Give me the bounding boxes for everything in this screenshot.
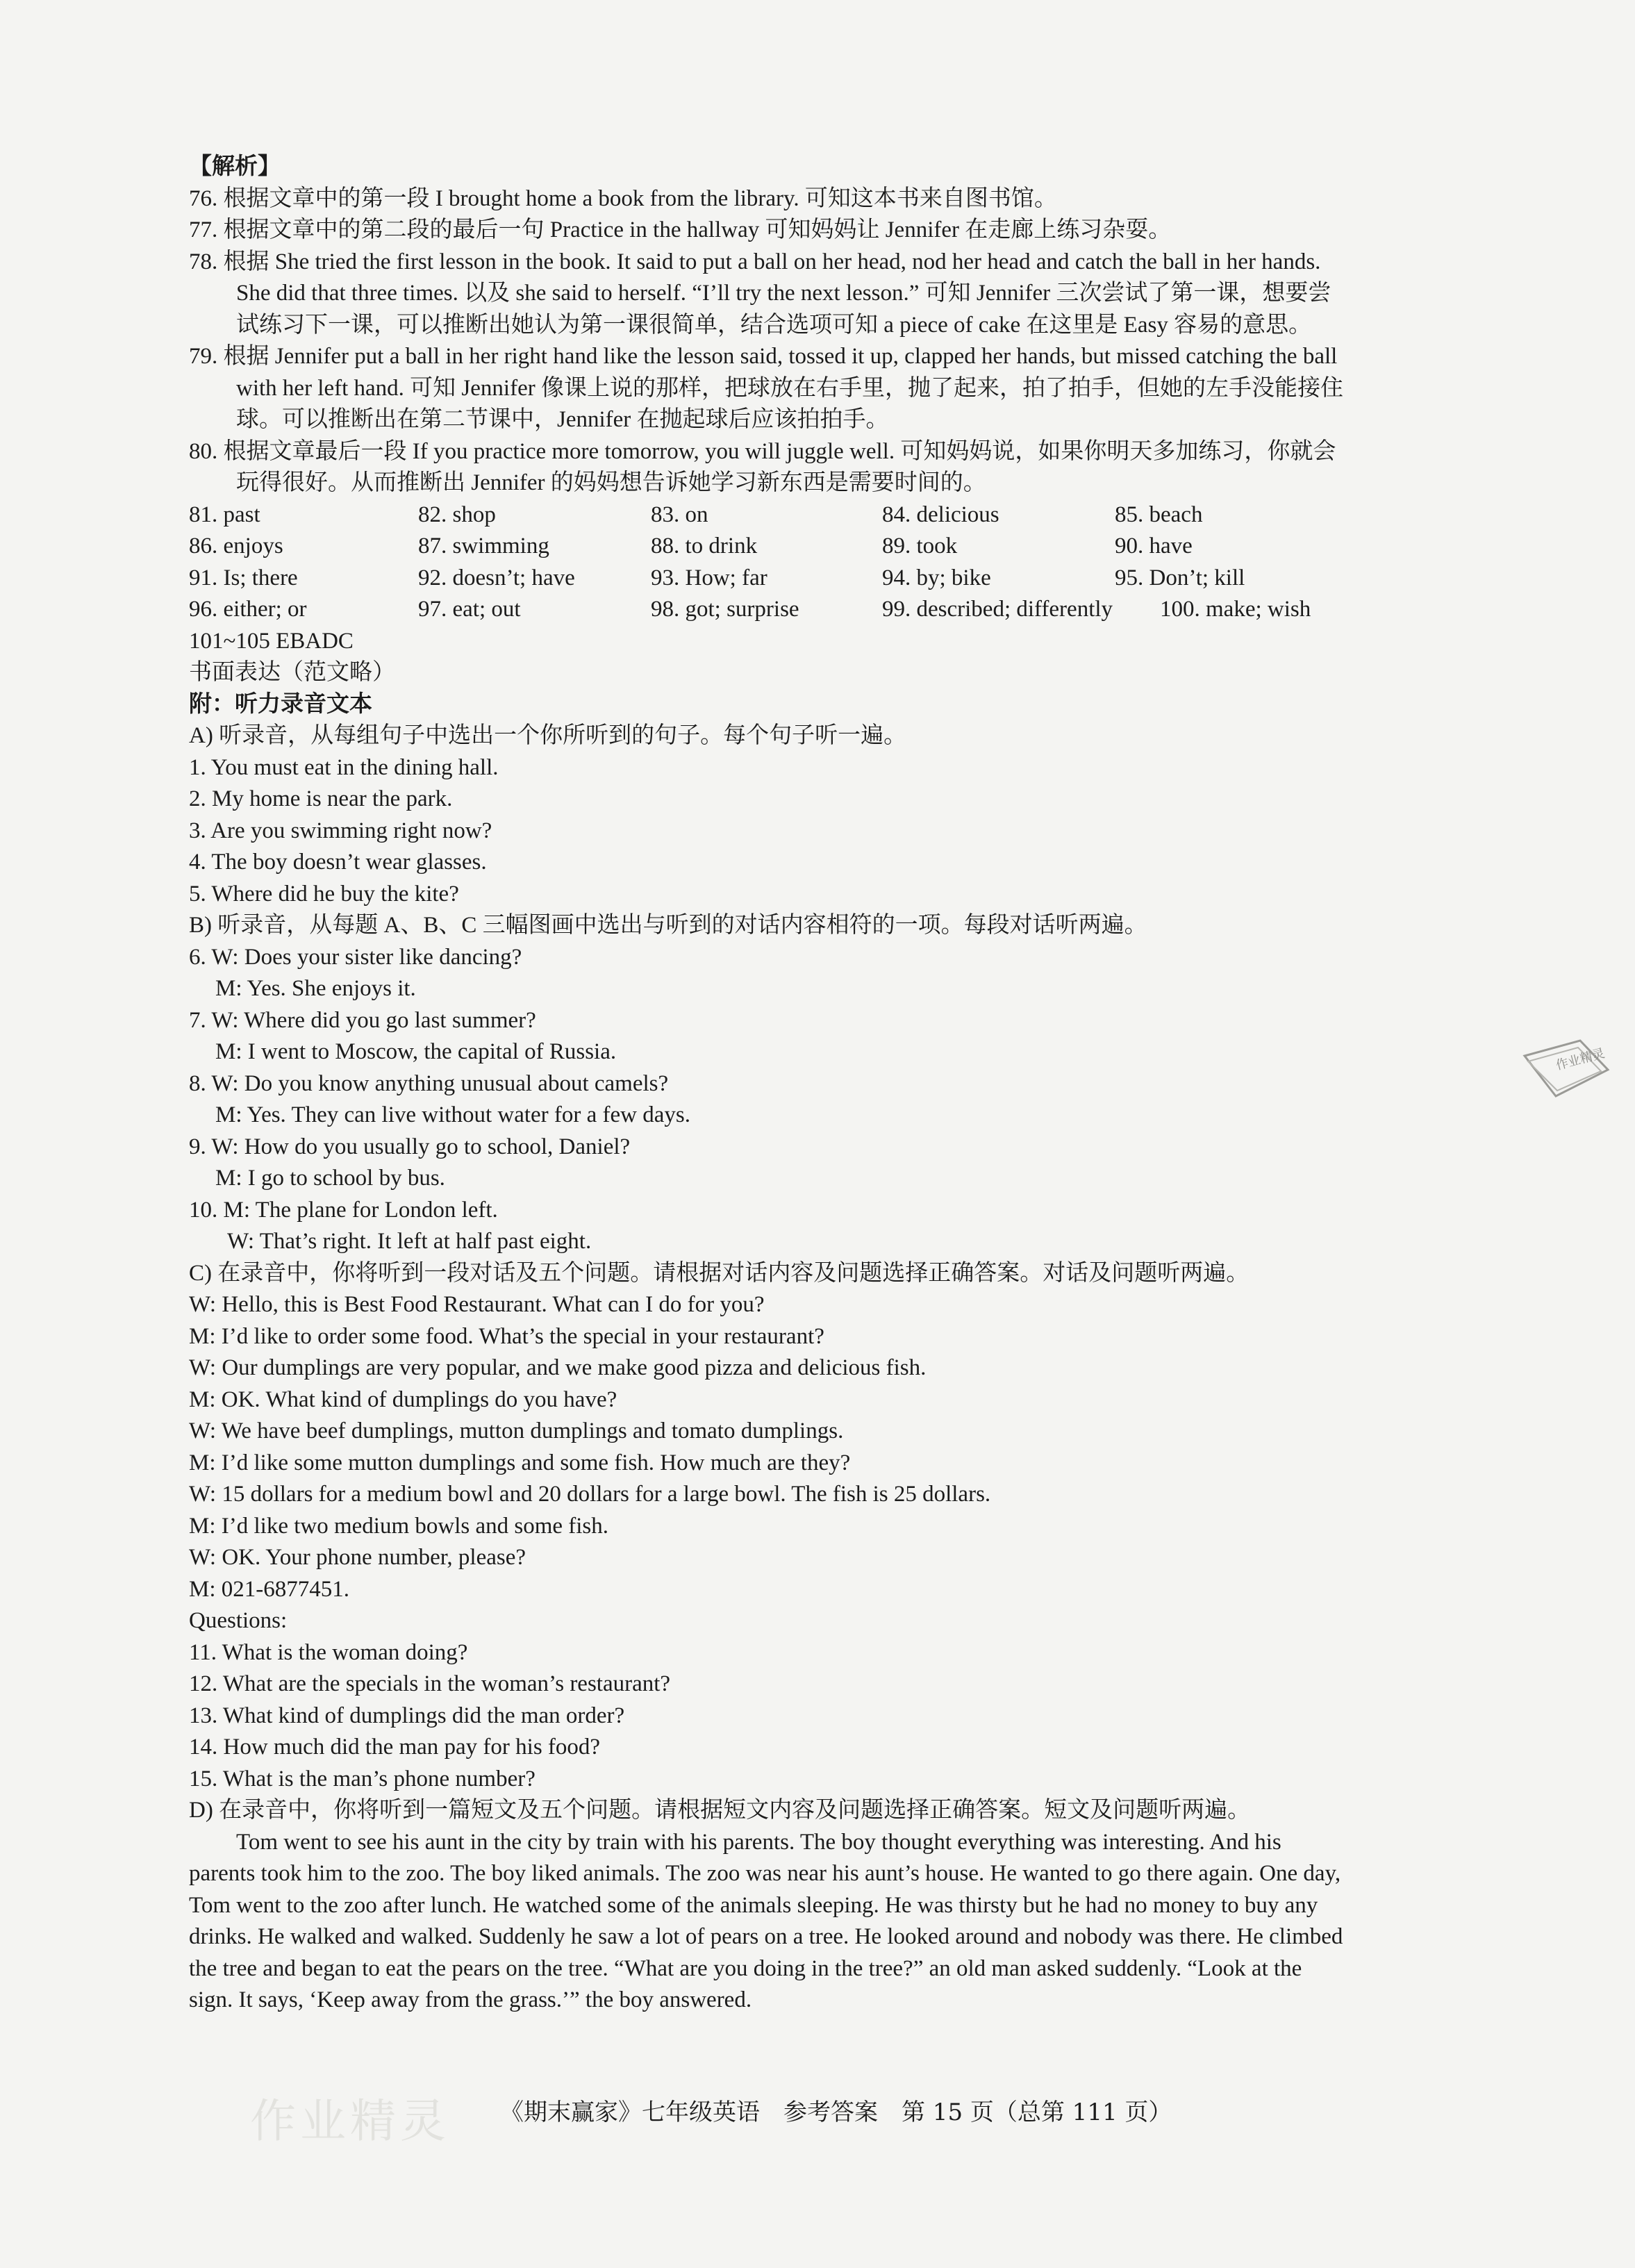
- appendix-title: 附：听力录音文本: [189, 691, 372, 717]
- dialogue-line: W: Our dumplings are very popular, and we make good pizza and delicious fish.: [189, 1355, 927, 1380]
- dialogue-line: M: I’d like some mutton dumplings and some fish. How much are they?: [189, 1450, 851, 1475]
- answer-cell: 97. eat; out: [418, 597, 521, 622]
- dialogue-line: M: 021-6877451.: [189, 1576, 349, 1602]
- answer-cell: 83. on: [651, 502, 708, 527]
- sentence-item: 1. You must eat in the dining hall.: [189, 754, 499, 780]
- analysis-line: She did that three times. 以及 she said to herself. “I’ll try the next lesson.” 可知 Jennifer 三次尝试了第一课，想要尝: [236, 281, 1331, 306]
- answer-cell: 90. have: [1115, 533, 1193, 558]
- dialogue-line: 10. M: The plane for London left.: [189, 1197, 498, 1223]
- answer-cell: 95. Don’t; kill: [1115, 565, 1245, 590]
- answer-cell: 88. to drink: [651, 533, 758, 558]
- analysis-line: 79. 根据 Jennifer put a ball in her right hand like the lesson said, tossed it up, clapped her hands, but missed catching the ball: [189, 344, 1338, 369]
- answer-cell: 82. shop: [418, 502, 496, 527]
- question-item: 13. What kind of dumplings did the man order?: [189, 1703, 625, 1728]
- passage-line: parents took him to the zoo. The boy liked animals. The zoo was near his aunt’s house. He wanted to go there again. One day,: [189, 1861, 1341, 1886]
- sentence-item: 3. Are you swimming right now?: [189, 818, 492, 843]
- analysis-line: 球。可以推断出在第二节课中，Jennifer 在抛起球后应该拍拍手。: [236, 407, 889, 432]
- answer-cell: 96. either; or: [189, 597, 307, 622]
- answer-cell: 100. make; wish: [1160, 597, 1311, 622]
- dialogue-line: M: I’d like to order some food. What’s the special in your restaurant?: [189, 1323, 824, 1349]
- analysis-line: 试练习下一课，可以推断出她认为第一课很简单，结合选项可知 a piece of cake 在这里是 Easy 容易的意思。: [236, 312, 1312, 338]
- answer-row: [189, 531, 1446, 563]
- answer-row: [189, 594, 1446, 626]
- passage-line: Tom went to the zoo after lunch. He watched some of the animals sleeping. He was thirsty but he had no money to buy any: [189, 1892, 1318, 1918]
- answer-cell: 84. delicious: [882, 502, 999, 527]
- answer-content: [189, 151, 1446, 2017]
- answer-cell: 89. took: [882, 533, 958, 558]
- analysis-line: with her left hand. 可知 Jennifer 像课上说的那样，把球放在右手里，抛了起来，拍了拍手，但她的左手没能接住: [236, 375, 1343, 401]
- page-footer: 《期末赢家》七年级英语 参考答案 第 15 页（总第 111 页）: [500, 2099, 1172, 2126]
- answer-cell: 92. doesn’t; have: [418, 565, 575, 590]
- answer-cell: 85. beach: [1115, 502, 1203, 527]
- answer-cell: 87. swimming: [418, 533, 549, 558]
- section-c-instruction: C) 在录音中，你将听到一段对话及五个问题。请根据对话内容及问题选择正确答案。对话及问题听两遍。: [189, 1260, 1250, 1286]
- watermark: 作业精灵: [250, 2094, 450, 2148]
- answer-row: [189, 499, 1446, 531]
- dialogue-line: W: Hello, this is Best Food Restaurant. What can I do for you?: [189, 1292, 765, 1317]
- question-item: 14. How much did the man pay for his food?: [189, 1735, 601, 1760]
- analysis-line: 78. 根据 She tried the first lesson in the book. It said to put a ball on her head, nod her head and catch the ball in her hands.: [189, 249, 1321, 274]
- questions-label: Questions:: [189, 1608, 288, 1633]
- dialogue-line: M: Yes. She enjoys it.: [215, 976, 416, 1001]
- analysis-line: 76. 根据文章中的第一段 I brought home a book from the library. 可知这本书来自图书馆。: [189, 185, 1057, 211]
- answer-cell: 99. described; differently: [882, 597, 1113, 622]
- dialogue-line: W: OK. Your phone number, please?: [189, 1545, 526, 1570]
- dialogue-line: 9. W: How do you usually go to school, Daniel?: [189, 1134, 631, 1159]
- answer-cell: 86. enjoys: [189, 533, 283, 558]
- answer-cell: 93. How; far: [651, 565, 767, 590]
- answer-cell: 94. by; bike: [882, 565, 991, 590]
- sentence-item: 5. Where did he buy the kite?: [189, 881, 459, 907]
- sentence-item: 2. My home is near the park.: [189, 786, 453, 811]
- answer-cell: 81. past: [189, 502, 260, 527]
- sentence-item: 4. The boy doesn’t wear glasses.: [189, 850, 487, 875]
- dialogue-line: M: I go to school by bus.: [215, 1166, 445, 1191]
- stamp-icon: [1514, 1028, 1618, 1111]
- question-item: 15. What is the man’s phone number?: [189, 1766, 536, 1791]
- section-a-instruction: A) 听录音，从每组句子中选出一个你所听到的句子。每个句子听一遍。: [189, 723, 907, 748]
- section-d-instruction: D) 在录音中，你将听到一篇短文及五个问题。请根据短文内容及问题选择正确答案。短文及问题听两遍。: [189, 1798, 1251, 1823]
- answer-cell: 98. got; surprise: [651, 597, 799, 622]
- section-b-instruction: B) 听录音，从每题 A、B、C 三幅图画中选出与听到的对话内容相符的一项。每段对话听两遍。: [189, 913, 1147, 938]
- dialogue-line: W: That’s right. It left at half past eight.: [227, 1229, 592, 1254]
- passage-line: Tom went to see his aunt in the city by train with his parents. The boy thought everything was interesting. And his: [236, 1829, 1281, 1855]
- stamp-text: 作业精灵: [1554, 1045, 1607, 1073]
- writing-note: 书面表达（范文略）: [189, 660, 395, 685]
- dialogue-line: M: I went to Moscow, the capital of Russia.: [215, 1039, 617, 1064]
- dialogue-line: 6. W: Does your sister like dancing?: [189, 944, 522, 970]
- dialogue-line: M: Yes. They can live without water for a few days.: [215, 1102, 690, 1127]
- answers-extra: 101~105 EBADC: [189, 628, 354, 654]
- dialogue-line: M: I’d like two medium bowls and some fish.: [189, 1513, 609, 1539]
- question-item: 12. What are the specials in the woman’s restaurant?: [189, 1671, 671, 1696]
- analysis-heading: 【解析】: [189, 154, 281, 179]
- dialogue-line: 8. W: Do you know anything unusual about camels?: [189, 1070, 669, 1096]
- analysis-line: 80. 根据文章最后一段 If you practice more tomorrow, you will juggle well. 可知妈妈说，如果你明天多加练习，你就会: [189, 438, 1336, 464]
- dialogue-line: 7. W: Where did you go last summer?: [189, 1007, 536, 1033]
- answer-row: [189, 563, 1446, 595]
- passage-line: drinks. He walked and walked. Suddenly he saw a lot of pears on a tree. He looked around and nobody was there. He climbed: [189, 1924, 1343, 1949]
- analysis-line: 77. 根据文章中的第二段的最后一句 Practice in the hallway 可知妈妈让 Jennifer 在走廊上练习杂耍。: [189, 217, 1172, 242]
- dialogue-line: W: We have beef dumplings, mutton dumplings and tomato dumplings.: [189, 1418, 844, 1443]
- answer-cell: 91. Is; there: [189, 565, 298, 590]
- passage-line: the tree and began to eat the pears on the tree. “What are you doing in the tree?” an old man asked suddenly. “Look at the: [189, 1955, 1302, 1981]
- question-item: 11. What is the woman doing?: [189, 1639, 468, 1665]
- analysis-line: 玩得很好。从而推断出 Jennifer 的妈妈想告诉她学习新东西是需要时间的。: [236, 470, 986, 495]
- passage-line: sign. It says, ‘Keep away from the grass.’” the boy answered.: [189, 1987, 752, 2012]
- dialogue-line: M: OK. What kind of dumplings do you have?: [189, 1387, 617, 1412]
- dialogue-line: W: 15 dollars for a medium bowl and 20 dollars for a large bowl. The fish is 25 dollars.: [189, 1482, 991, 1507]
